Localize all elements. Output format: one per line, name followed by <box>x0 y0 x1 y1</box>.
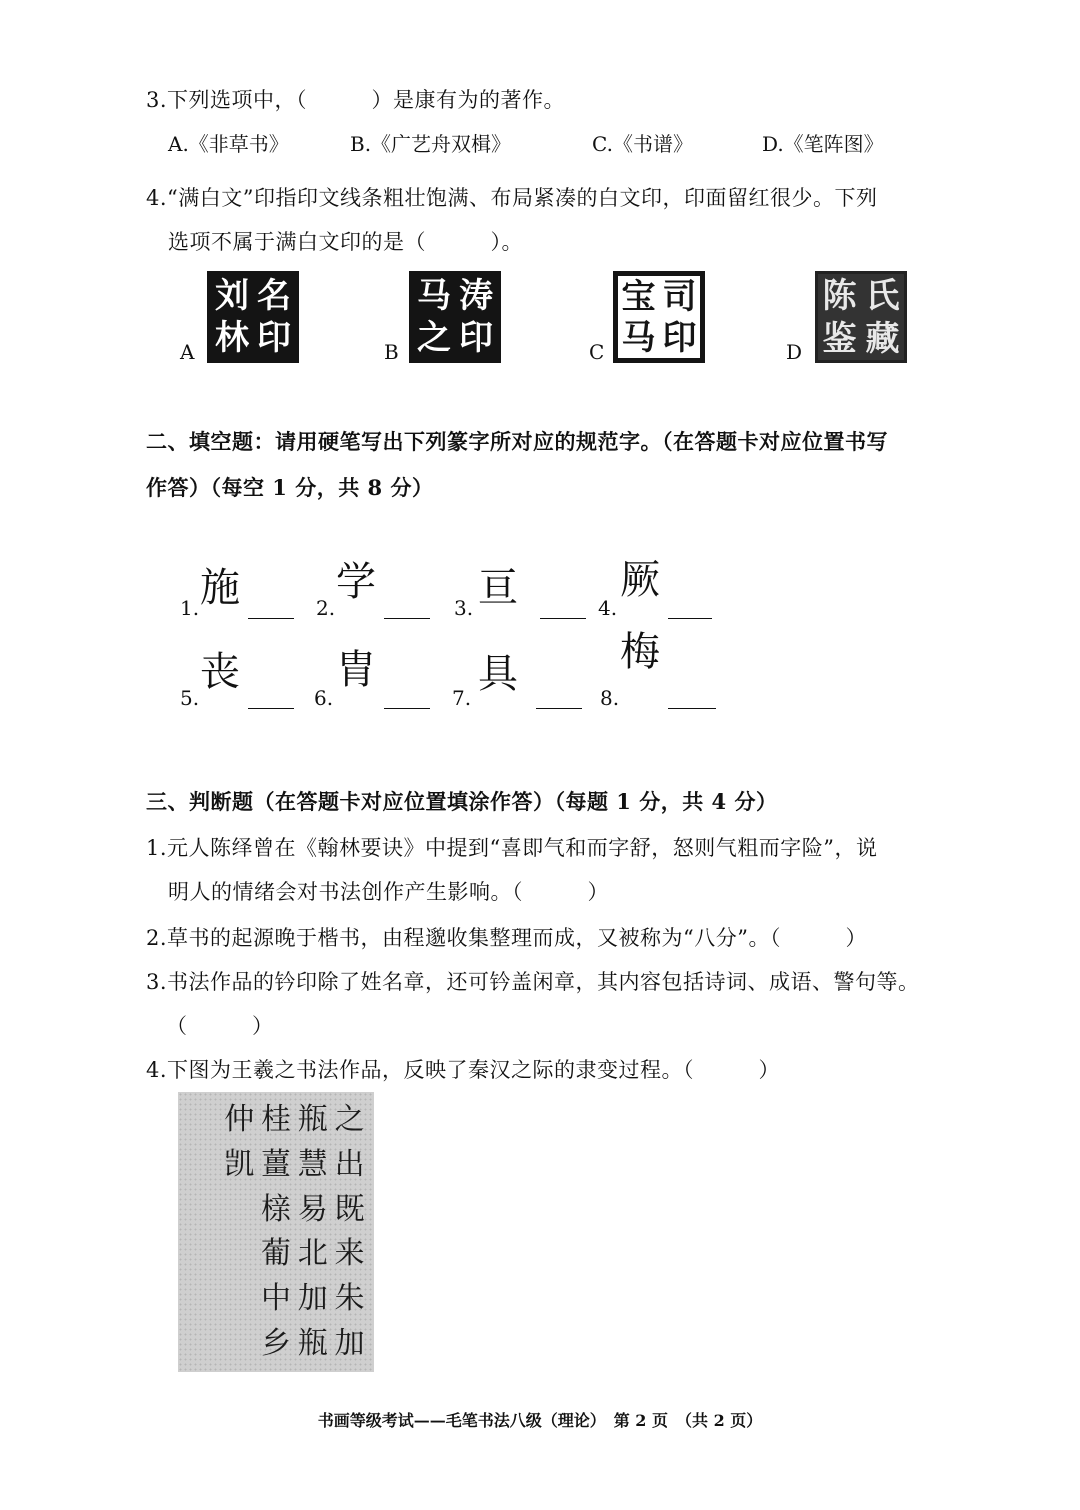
callig-char: 中 <box>261 1280 291 1316</box>
answer-blank <box>536 708 582 709</box>
seal-c-char: 马 <box>621 317 656 358</box>
s3-q4: 4.下图为王羲之书法作品，反映了秦汉之际的隶变过程。（ ） <box>146 1058 781 1082</box>
fill-num: 5. <box>180 686 200 710</box>
seal-d <box>815 271 907 363</box>
callig-char: 葡 <box>261 1236 291 1272</box>
seal-d-char: 藏 <box>865 318 900 359</box>
callig-char: 来 <box>334 1236 365 1272</box>
callig-char: 凯 <box>224 1146 255 1182</box>
seal-b <box>409 271 501 363</box>
fill-num: 1. <box>180 596 200 620</box>
q3-option-d: D.《笔阵图》 <box>762 132 884 156</box>
answer-blank <box>384 708 430 709</box>
seal-script-glyph: 学 <box>336 559 376 605</box>
fill-num: 7. <box>452 686 472 710</box>
seal-a-char: 林 <box>215 318 249 358</box>
callig-char: 榇 <box>261 1191 291 1227</box>
callig-char: 仲 <box>224 1102 255 1138</box>
callig-char: 瓶 <box>297 1325 328 1361</box>
fill-num: 8. <box>600 686 620 710</box>
seal-c-char: 宝 <box>621 276 656 317</box>
fill-num: 2. <box>316 596 336 620</box>
callig-char: 易 <box>297 1191 328 1227</box>
section2-title-line2: 作答）（每空 1 分，共 8 分） <box>146 475 434 500</box>
seal-d-char: 陈 <box>822 275 857 316</box>
callig-char: 瓶 <box>297 1102 328 1138</box>
seal-c-char: 司 <box>662 276 697 317</box>
callig-char: 慧 <box>297 1146 328 1182</box>
answer-blank <box>540 618 586 619</box>
seal-a <box>207 271 299 363</box>
seal-script-glyph: 胄 <box>336 647 376 693</box>
q3-option-a: A.《非草书》 <box>168 132 289 156</box>
s3-q3-line2: （ ） <box>166 1014 274 1038</box>
q4-line1: 4.“满白文”印指印文线条粗壮饱满、布局紧凑的白文印，印面留红很少。下列 <box>146 186 878 210</box>
seal-a-label: A <box>180 340 195 364</box>
seal-script-glyph: 施 <box>200 565 240 611</box>
seal-a-char: 刘 <box>215 276 249 316</box>
callig-char: 之 <box>334 1102 365 1138</box>
answer-blank <box>384 618 430 619</box>
callig-char: 桂 <box>261 1102 291 1138</box>
answer-blank <box>668 618 712 619</box>
seal-script-glyph: 丧 <box>200 649 240 695</box>
seal-b-label: B <box>384 340 399 364</box>
wang-xizhi-calligraphy-image <box>178 1092 374 1372</box>
q3-option-b: B.《广艺舟双楫》 <box>350 132 512 156</box>
callig-char: 朱 <box>334 1280 365 1316</box>
seal-script-glyph: 厥 <box>620 557 660 603</box>
callig-char: 乡 <box>261 1325 291 1361</box>
answer-blank <box>668 708 716 709</box>
seal-c <box>613 271 705 363</box>
page-footer: 书画等级考试——毛笔书法八级（理论） 第 2 页 （共 2 页） <box>317 1411 763 1430</box>
s3-q2: 2.草书的起源晚于楷书，由程邈收集整理而成，又被称为“八分”。（ ） <box>146 926 868 950</box>
q3-option-c: C.《书谱》 <box>592 132 693 156</box>
callig-char: 加 <box>334 1325 365 1361</box>
section2-title-line1: 二、填空题：请用硬笔写出下列篆字所对应的规范字。（在答题卡对应位置书写 <box>146 429 888 454</box>
callig-char: 北 <box>297 1236 328 1272</box>
s3-q3-line1: 3.书法作品的钤印除了姓名章，还可钤盖闲章，其内容包括诗词、成语、警句等。 <box>146 970 920 994</box>
seal-d-char: 鉴 <box>822 318 857 359</box>
s3-q1-line1: 1.元人陈绎曾在《翰林要诀》中提到“喜即气和而字舒，怒则气粗而字险”，说 <box>146 836 878 860</box>
seal-d-char: 氏 <box>865 275 900 316</box>
seal-a-char: 印 <box>257 318 291 358</box>
s3-q1-line2: 明人的情绪会对书法创作产生影响。（ ） <box>168 880 609 904</box>
answer-blank <box>248 618 294 619</box>
seal-c-char: 印 <box>662 317 697 358</box>
answer-blank <box>248 708 294 709</box>
seal-d-label: D <box>786 340 803 364</box>
seal-b-char: 马 <box>417 276 451 316</box>
seal-a-char: 名 <box>257 276 291 316</box>
callig-char: 出 <box>334 1146 365 1182</box>
fill-num: 3. <box>454 596 474 620</box>
callig-char: 既 <box>334 1191 365 1227</box>
seal-b-char: 之 <box>417 318 451 358</box>
section3-title: 三、判断题（在答题卡对应位置填涂作答）（每题 1 分，共 4 分） <box>146 789 778 814</box>
fill-num: 4. <box>598 596 618 620</box>
callig-char: 薑 <box>261 1146 291 1182</box>
seal-c-label: C <box>589 340 605 364</box>
seal-script-glyph: 梅 <box>620 629 660 675</box>
seal-b-char: 印 <box>459 318 493 358</box>
seal-script-glyph: 亘 <box>478 565 518 611</box>
callig-char: 加 <box>297 1280 328 1316</box>
fill-num: 6. <box>314 686 334 710</box>
seal-b-char: 涛 <box>459 276 493 316</box>
q4-line2: 选项不属于满白文印的是（ ）。 <box>168 230 523 254</box>
seal-script-glyph: 具 <box>478 651 518 697</box>
q3-stem: 3.下列选项中，（ ）是康有为的著作。 <box>146 88 566 112</box>
